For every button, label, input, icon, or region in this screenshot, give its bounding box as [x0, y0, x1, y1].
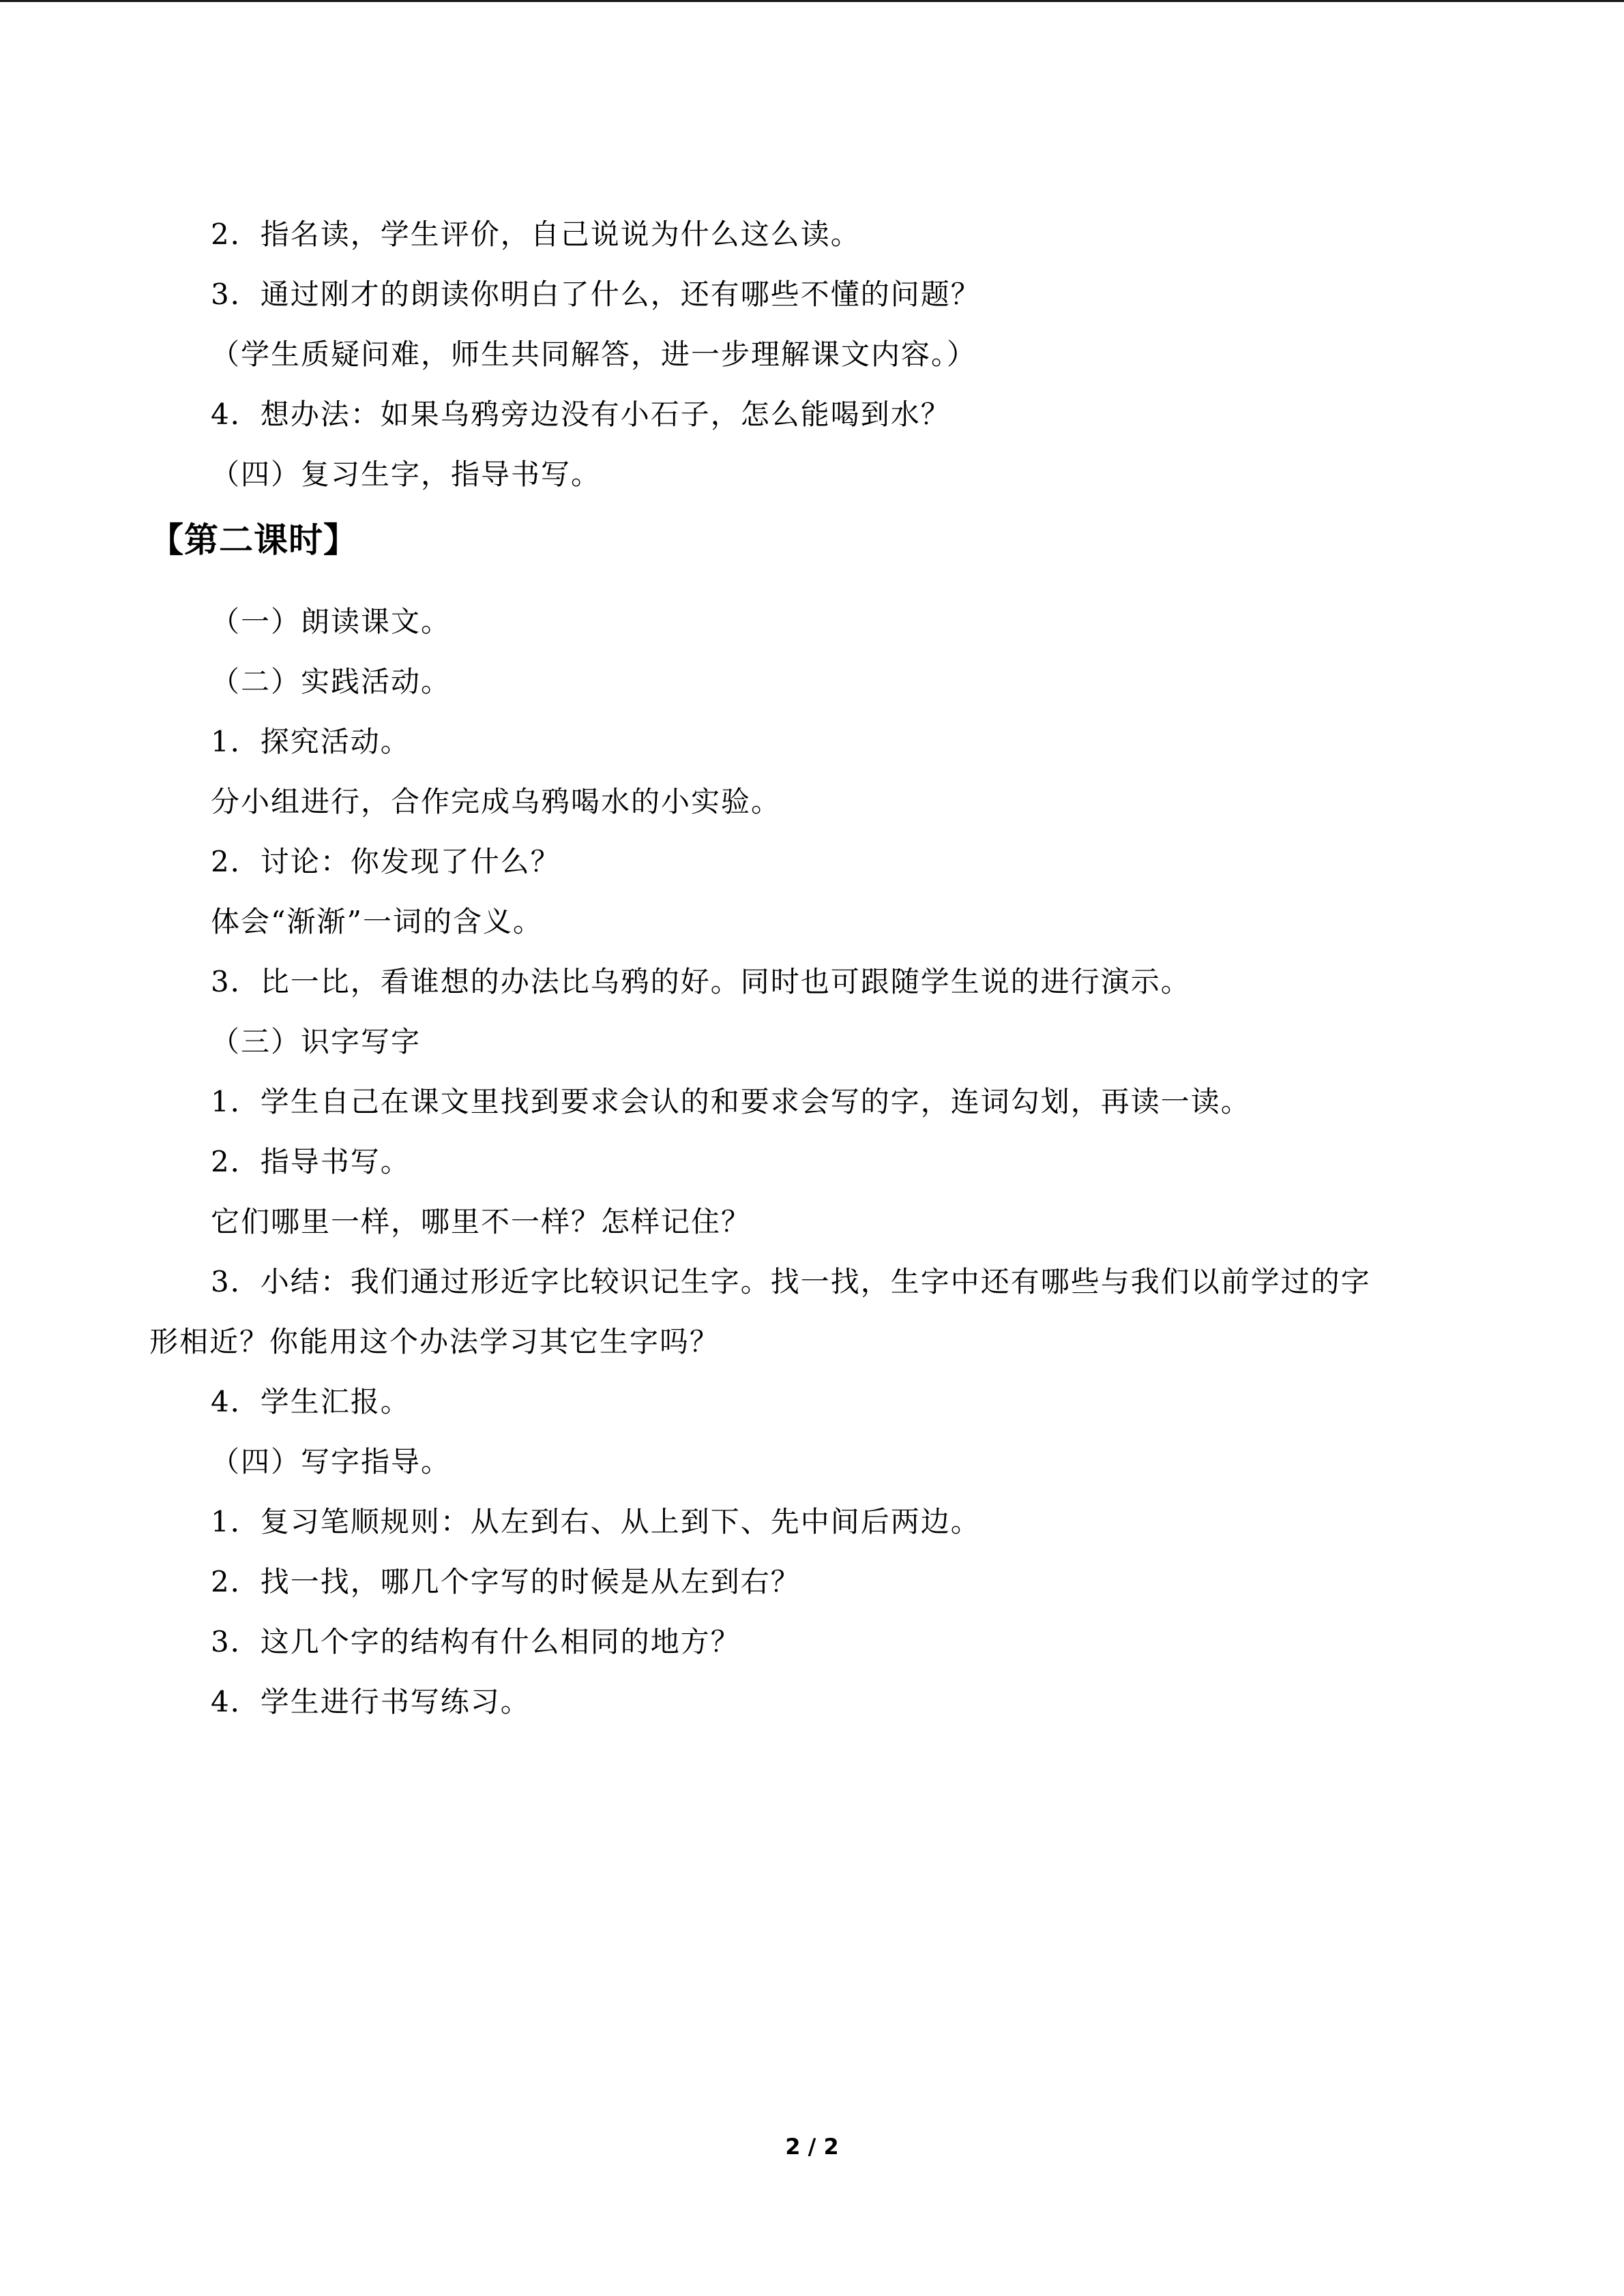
- paragraph-line: （三）识字写字: [211, 1025, 422, 1058]
- paragraph-line: （四）复习生字，指导书写。: [211, 458, 602, 491]
- paragraph-line: 1．探究活动。: [211, 725, 411, 758]
- paragraph-line: 1．复习笔顺规则：从左到右、从上到下、先中间后两边。: [211, 1505, 981, 1538]
- paragraph-line: （一）朗读课文。: [211, 605, 452, 638]
- paragraph-line: 2．讨论：你发现了什么？: [211, 845, 561, 878]
- paragraph-line: 它们哪里一样，哪里不一样？怎样记住？: [211, 1205, 752, 1238]
- paragraph-line: 形相近？你能用这个办法学习其它生字吗？: [149, 1325, 720, 1358]
- paragraph-line: 3．通过刚才的朗读你明白了什么，还有哪些不懂的问题？: [211, 278, 981, 311]
- paragraph-line: 3．比一比，看谁想的办法比乌鸦的好。同时也可跟随学生说的进行演示。: [211, 965, 1191, 998]
- paragraph-line: 分小组进行，合作完成乌鸦喝水的小实验。: [211, 785, 782, 818]
- paragraph-line: 3．小结：我们通过形近字比较识记生字。找一找，生字中还有哪些与我们以前学过的字: [211, 1265, 1371, 1298]
- paragraph-line: 3．这几个字的结构有什么相同的地方？: [211, 1625, 741, 1658]
- paragraph-line: 4．学生汇报。: [211, 1385, 411, 1418]
- section-heading: 【第二课时】: [149, 520, 358, 560]
- paragraph-line: 2．找一找，哪几个字写的时候是从左到右？: [211, 1565, 801, 1598]
- paragraph-line: 体会“渐渐”一词的含义。: [211, 905, 543, 938]
- page-number: 2 / 2: [785, 2134, 839, 2160]
- paragraph-line: 2．指名读，学生评价，自己说说为什么这么读。: [211, 218, 861, 251]
- paragraph-line: 4．学生进行书写练习。: [211, 1685, 531, 1718]
- paragraph-line: （四）写字指导。: [211, 1445, 452, 1478]
- page-top-border: [0, 0, 1624, 2]
- paragraph-line: 2．指导书写。: [211, 1145, 411, 1178]
- paragraph-line: 4．想办法：如果乌鸦旁边没有小石子，怎么能喝到水？: [211, 398, 951, 431]
- paragraph-line: （学生质疑问难，师生共同解答，进一步理解课文内容。）: [211, 338, 977, 371]
- paragraph-line: （二）实践活动。: [211, 665, 452, 698]
- paragraph-line: 1．学生自己在课文里找到要求会认的和要求会写的字，连词勾划，再读一读。: [211, 1085, 1251, 1118]
